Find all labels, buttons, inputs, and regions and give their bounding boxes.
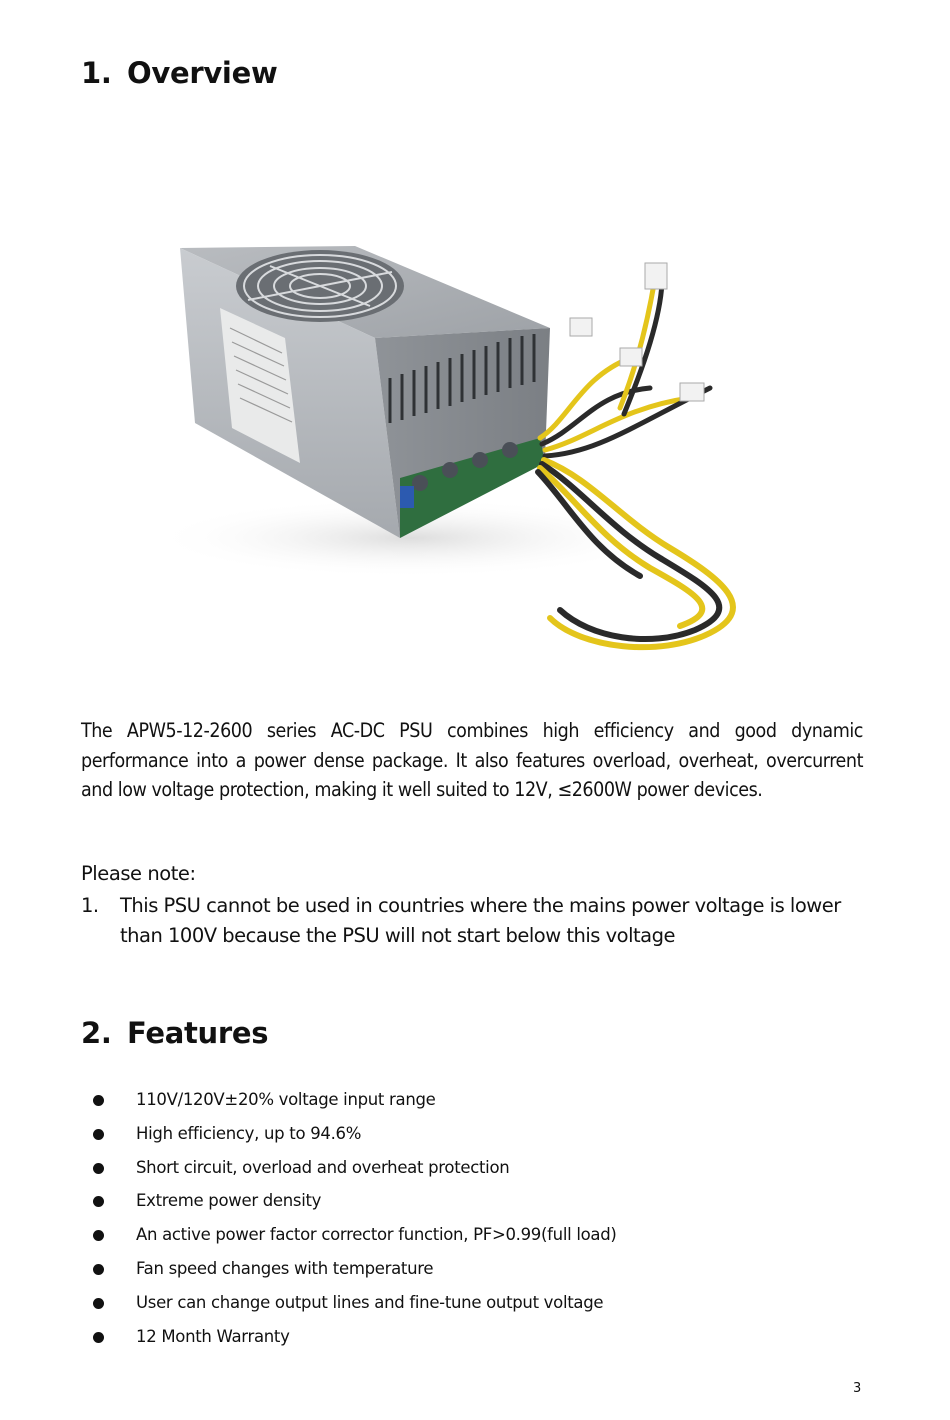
section-number: 2. <box>81 1016 112 1050</box>
bullet-icon <box>93 1196 104 1207</box>
page-number: 3 <box>853 1381 862 1396</box>
feature-text: High efficiency, up to 94.6% <box>136 1123 362 1143</box>
section-number: 1. <box>81 56 112 90</box>
fan-grille <box>236 250 404 322</box>
feature-text: 12 Month Warranty <box>136 1326 290 1346</box>
bullet-icon <box>93 1298 104 1309</box>
note-item-text: This PSU cannot be used in countries where the mains power voltage is lower than 100V because the PSU will not start below this voltage <box>120 894 841 947</box>
section-heading-overview <box>81 56 277 90</box>
note-item-number: 1. <box>81 894 99 917</box>
feature-text: Short circuit, overload and overheat protection <box>136 1157 510 1177</box>
feature-text: User can change output lines and fine-tune output voltage <box>136 1292 604 1312</box>
section-title: Features <box>127 1016 269 1050</box>
feature-text: An active power factor corrector function, PF>0.99(full load) <box>136 1225 617 1245</box>
intro-paragraph: The APW5-12-2600 series AC-DC PSU combines high efficiency and good dynamic performance into a power dense package. It also features overload, overheat, overcurrent and low voltage protection, making it well suited to 12V, ≤2600W power devices. <box>81 719 863 802</box>
bullet-icon <box>93 1264 104 1275</box>
feature-text: Extreme power density <box>136 1191 322 1211</box>
bullet-icon <box>93 1095 104 1106</box>
note-title: Please note: <box>81 862 196 885</box>
output-cables <box>538 278 733 647</box>
section-title: Overview <box>127 56 278 90</box>
bullet-icon <box>93 1332 104 1343</box>
bullet-icon <box>93 1230 104 1241</box>
feature-text: 110V/120V±20% voltage input range <box>136 1090 436 1109</box>
psu-product-photo <box>150 238 750 678</box>
section-heading-features <box>81 1016 268 1050</box>
bullet-icon <box>93 1129 104 1140</box>
feature-text: Fan speed changes with temperature <box>136 1258 434 1278</box>
bullet-icon <box>93 1163 104 1174</box>
